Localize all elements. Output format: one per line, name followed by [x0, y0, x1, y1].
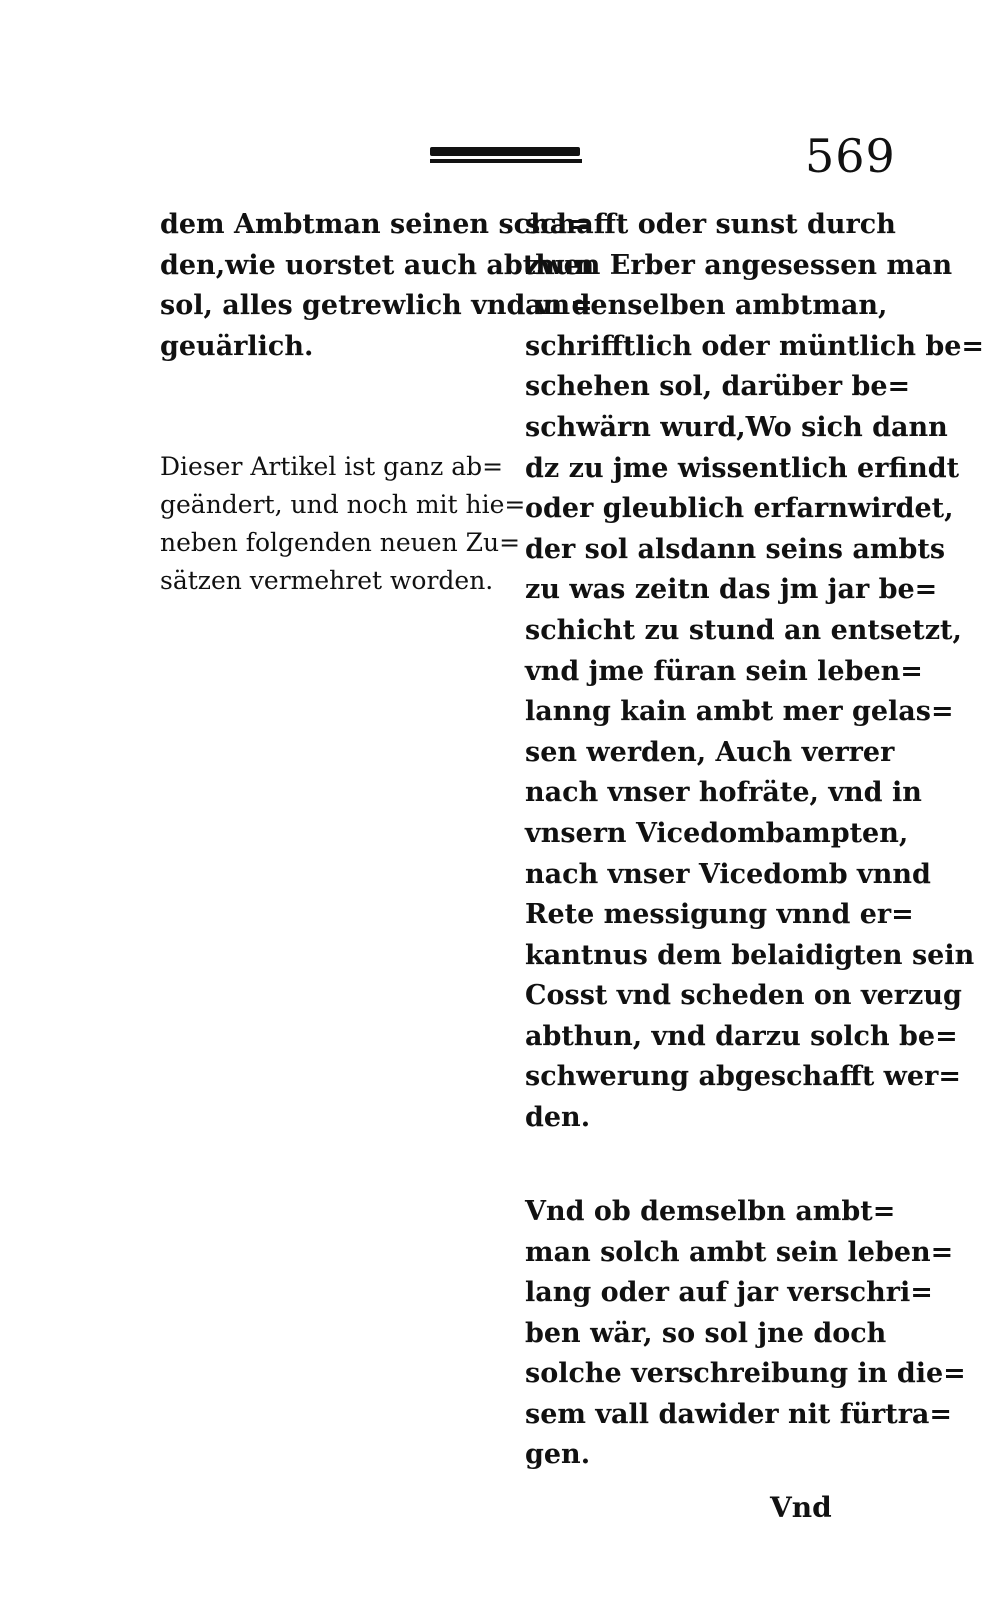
text-line: geändert, und noch mit hie= [160, 490, 526, 519]
text-line: den. [525, 1102, 591, 1134]
header-rule-thick [430, 147, 580, 156]
text-line: sen werden, Auch verrer [525, 736, 895, 768]
text-line: schafft oder sunst durch [525, 209, 896, 240]
text-line: schehen sol, darüber be= [525, 371, 911, 403]
text-line: gen. [525, 1439, 591, 1470]
text-line: dem Ambtman seinen scha= [160, 209, 590, 240]
text-line: Rete messigung vnnd er= [525, 899, 914, 931]
text-line: oder gleublich erfarnwirdet, [525, 493, 954, 525]
text-line: nach vnser Vicedomb vnnd [525, 858, 931, 890]
text-line: vnsern Vicedombampten, [525, 817, 909, 849]
text-line: solche verschreibung in die= [525, 1358, 966, 1389]
text-line: man solch ambt sein leben= [525, 1236, 954, 1268]
text-line: lang oder auf jar verschri= [525, 1277, 933, 1308]
text-line: zu was zeitn das jm jar be= [525, 574, 938, 606]
left-marginal-note [160, 448, 525, 600]
text-line: geuärlich. [160, 330, 314, 362]
text-line: den,wie uorstet auch abthun [160, 249, 595, 281]
page-number: 569 [805, 129, 896, 183]
right-paragraph-2 [525, 1192, 966, 1476]
text-line: nach vnser hofräte, vnd in [525, 777, 922, 809]
text-line: kantnus dem belaidigten sein [525, 939, 975, 971]
text-line: schrifftlich oder müntlich be= [525, 330, 985, 362]
text-line: schicht zu stund an entsetzt, [525, 614, 962, 646]
text-line: sem vall dawider nit fürtra= [525, 1398, 953, 1430]
text-line: Vnd ob demselbn ambt= [525, 1196, 896, 1227]
text-line: sätzen vermehret worden. [160, 566, 494, 595]
text-line: abthun, vnd darzu solch be= [525, 1020, 958, 1052]
text-line: zwen Erber angesessen man [525, 249, 953, 281]
text-line: schwärn wurd,Wo sich dann [525, 411, 948, 443]
text-line: an denselben ambtman, [525, 290, 888, 322]
header-rule-thin [430, 159, 582, 163]
text-line: Cosst vnd scheden on verzug [525, 980, 962, 1012]
text-line: sol, alles getrewlich vnd vn= [160, 290, 593, 321]
text-line: dz zu jme wissentlich erfindt [525, 452, 960, 484]
text-line: neben folgenden neuen Zu= [160, 528, 521, 557]
text-line: ben wär, so sol jne doch [525, 1317, 887, 1349]
catchword: Vnd [770, 1491, 832, 1524]
text-line: schwerung abgeschafft wer= [525, 1061, 961, 1093]
header-rule [430, 147, 582, 164]
text-line: Dieser Artikel ist ganz ab= [160, 452, 504, 481]
text-line: lanng kain ambt mer gelas= [525, 696, 954, 728]
text-line: vnd jme füran sein leben= [525, 655, 923, 687]
text-line: der sol alsdann seins ambts [525, 533, 946, 565]
right-paragraph-1 [525, 205, 984, 1139]
